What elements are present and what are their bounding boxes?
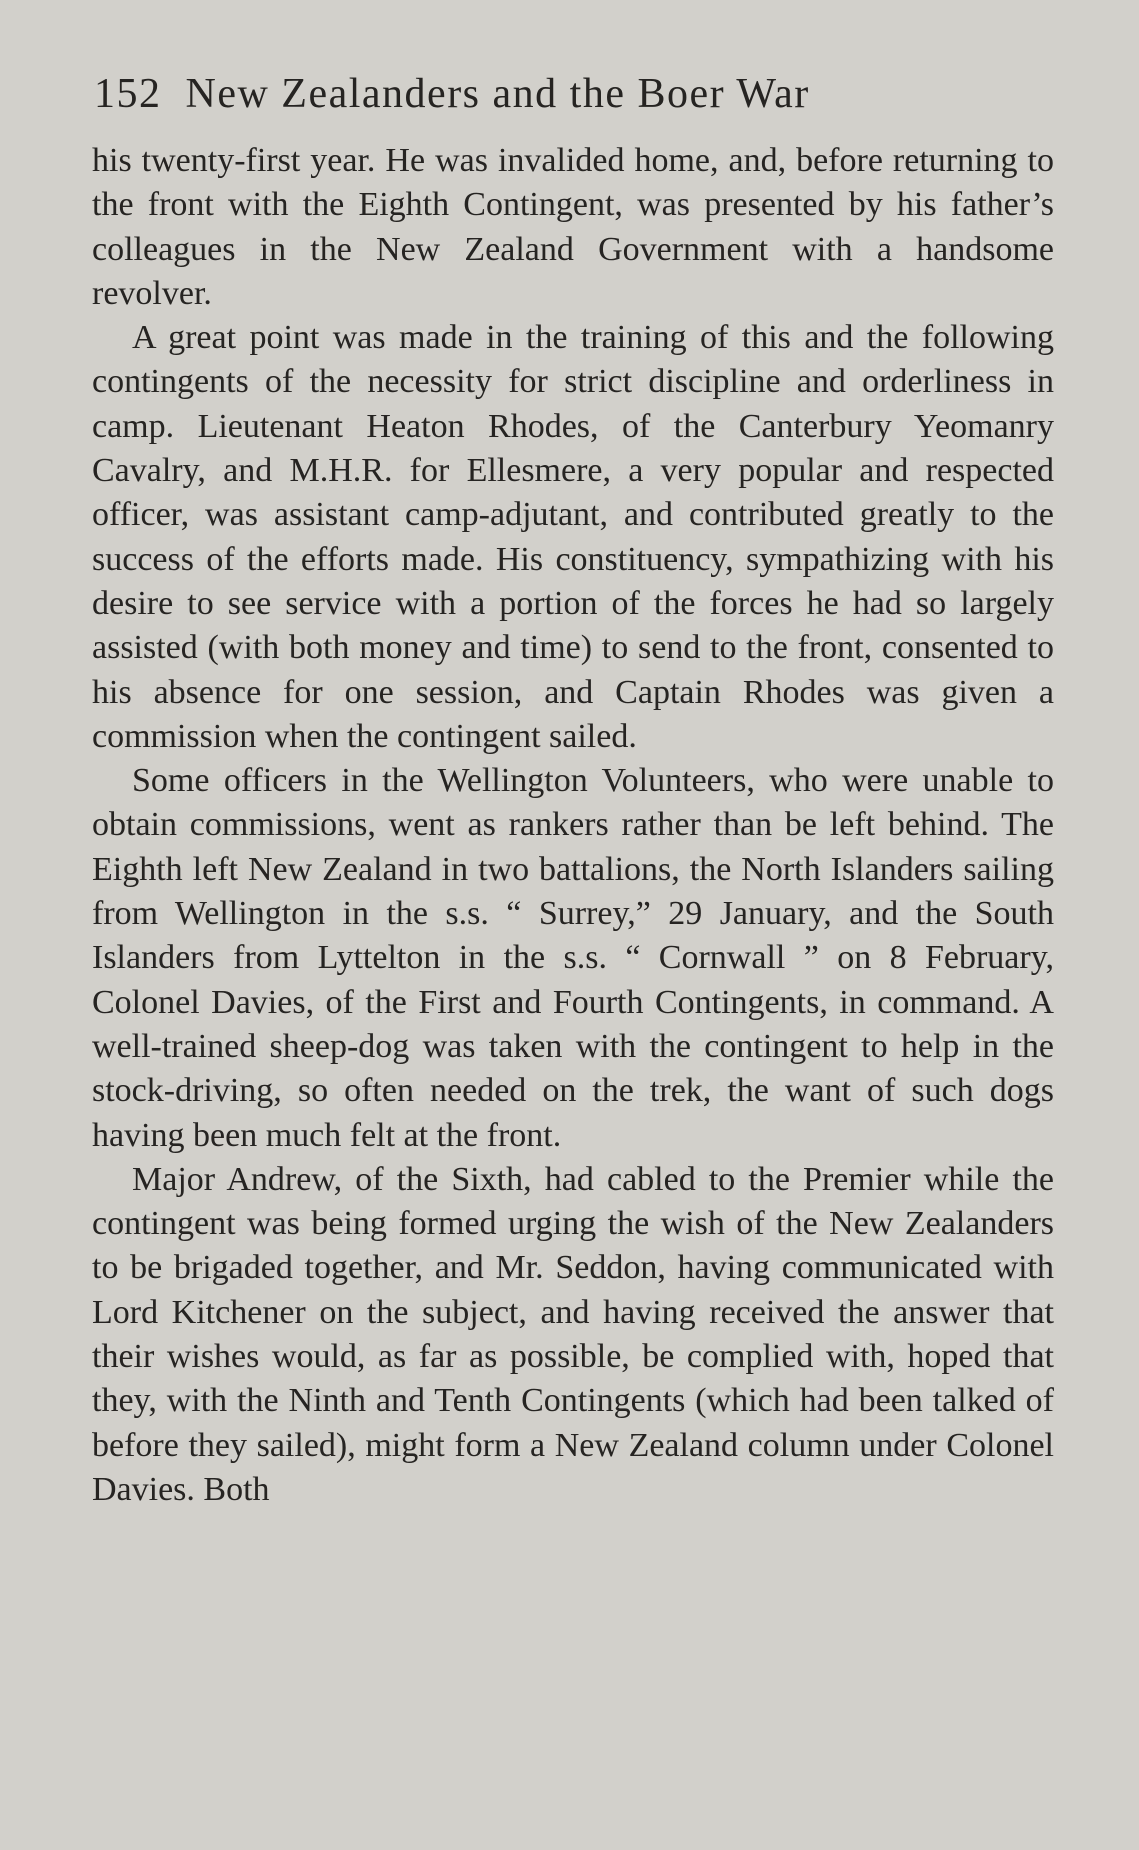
page-number: 152	[94, 71, 162, 117]
paragraph-camp-discipline: A great point was made in the training of this and the following contingents of the necessity for strict discipline and orderliness in camp. Lieutenant Heaton Rhodes, of the Canterbury Yeomanry Cavalry, and M.H.R. for Ellesmere, a very popular and respected officer, was assistant camp-adjutant, and contributed greatly to the success of the efforts made. His constituency, sympathizing with his desire to see service with a portion of the forces he had so largely assisted (with both money and time) to send to the front, consented to his absence for one session, and Captain Rhodes was given a commission when the contingent sailed.	[92, 319, 1054, 755]
book-page	[92, 66, 1054, 1512]
body-text	[92, 139, 1054, 1512]
paragraph-continuation: his twenty-first year. He was invalided home, and, before returning to the front with the Eighth Contingent, was presented by his father’s colleagues in the New Zealand Government with a handsome revolver.	[92, 142, 1054, 312]
paragraph-eighth-departure: Some officers in the Wellington Volunteers, who were unable to obtain commissions, went as rankers rather than be left behind. The Eighth left New Zealand in two battalions, the North Islanders sailing from Wellington in the s.s. “ Surrey,” 29 January, and the South Islanders from Lyttelton in the s.s. “ Cornwall ” on 8 February, Colonel Davies, of the First and Fourth Contingents, in command. A well-trained sheep-dog was taken with the contingent to help in the stock-driving, so often needed on the trek, the want of such dogs having been much felt at the front.	[92, 762, 1054, 1154]
paragraph-brigading: Major Andrew, of the Sixth, had cabled to the Premier while the contingent was being formed urging the wish of the New Zealanders to be brigaded together, and Mr. Seddon, having communicated with Lord Kitchener on the subject, and having received the answer that their wishes would, as far as possible, be complied with, hoped that they, with the Ninth and Tenth Contingents (which had been talked of before they sailed), might form a New Zealand column under Colonel Davies. Both	[92, 1160, 1054, 1508]
running-head	[94, 66, 1054, 122]
running-title: New Zealanders and the Boer War	[185, 71, 810, 117]
